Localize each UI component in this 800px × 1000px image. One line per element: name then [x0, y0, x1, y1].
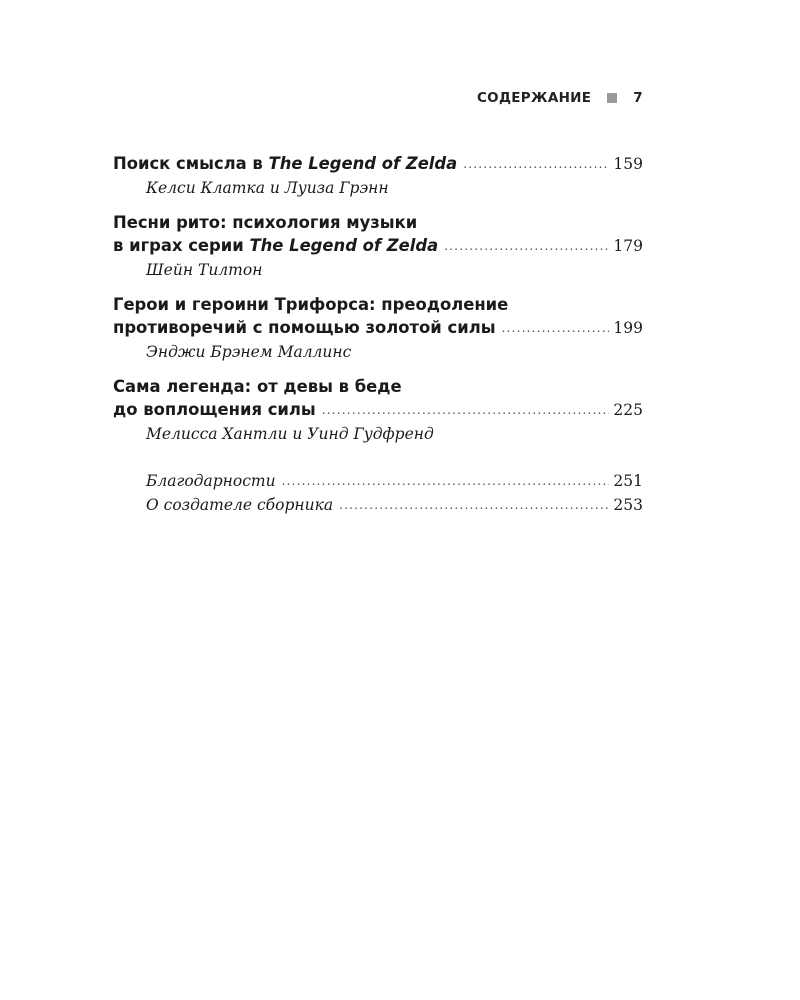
toc-entry-title-line	[113, 234, 643, 259]
toc-entry-page: 159	[613, 155, 643, 173]
toc-entry-title: до воплощения силы	[113, 400, 316, 419]
toc-entry-title-line: Герои и героини Трифорса: преодоление	[113, 295, 509, 314]
toc-entry-page: 225	[613, 401, 643, 419]
dot-leader	[463, 153, 609, 176]
toc-entry-page: 179	[613, 237, 643, 255]
running-head-page-number: 7	[633, 90, 643, 106]
toc-entry	[113, 152, 643, 200]
dot-leader	[339, 494, 609, 517]
toc-entry-title-italic: The Legend of Zelda	[268, 154, 458, 173]
toc-entry-title: в играх серии The Legend of Zelda	[113, 236, 439, 255]
toc-entry	[113, 211, 643, 282]
dot-leader	[502, 317, 610, 340]
square-bullet-icon	[607, 93, 617, 103]
dot-leader	[322, 399, 610, 422]
table-of-contents	[113, 152, 643, 518]
toc-entry-title-line	[113, 152, 643, 177]
toc-entry-author: Мелисса Хантли и Уинд Гудфренд	[146, 425, 434, 443]
toc-entry-title-line: Песни рито: психология музыки	[113, 213, 418, 232]
running-head-label: СОДЕРЖАНИЕ	[476, 90, 592, 106]
back-matter-title: О создателе сборника	[146, 496, 334, 514]
toc-entry-author: Шейн Тилтон	[146, 261, 263, 279]
back-matter-entry	[146, 494, 643, 518]
running-head	[477, 90, 643, 106]
back-matter-page: 253	[613, 496, 643, 514]
back-matter-page: 251	[613, 472, 643, 490]
toc-entry	[113, 375, 643, 446]
toc-entry-author: Келси Клатка и Луиза Грэнн	[146, 179, 389, 197]
toc-entry-title-line	[113, 398, 643, 423]
toc-entry-title-italic: The Legend of Zelda	[249, 236, 439, 255]
back-matter-title: Благодарности	[146, 472, 276, 490]
dot-leader	[444, 235, 609, 258]
toc-entry-page: 199	[613, 319, 643, 337]
toc-entry-title-line: Сама легенда: от девы в беде	[113, 377, 402, 396]
back-matter	[113, 470, 643, 518]
toc-entry-title: противоречий с помощью золотой силы	[113, 318, 496, 337]
toc-entry-title: Поиск смысла в The Legend of Zelda	[113, 154, 458, 173]
toc-entry-author: Энджи Брэнем Маллинс	[146, 343, 352, 361]
toc-entry-title-line	[113, 316, 643, 341]
toc-entry	[113, 293, 643, 364]
back-matter-entry	[146, 470, 643, 494]
dot-leader	[282, 470, 610, 493]
